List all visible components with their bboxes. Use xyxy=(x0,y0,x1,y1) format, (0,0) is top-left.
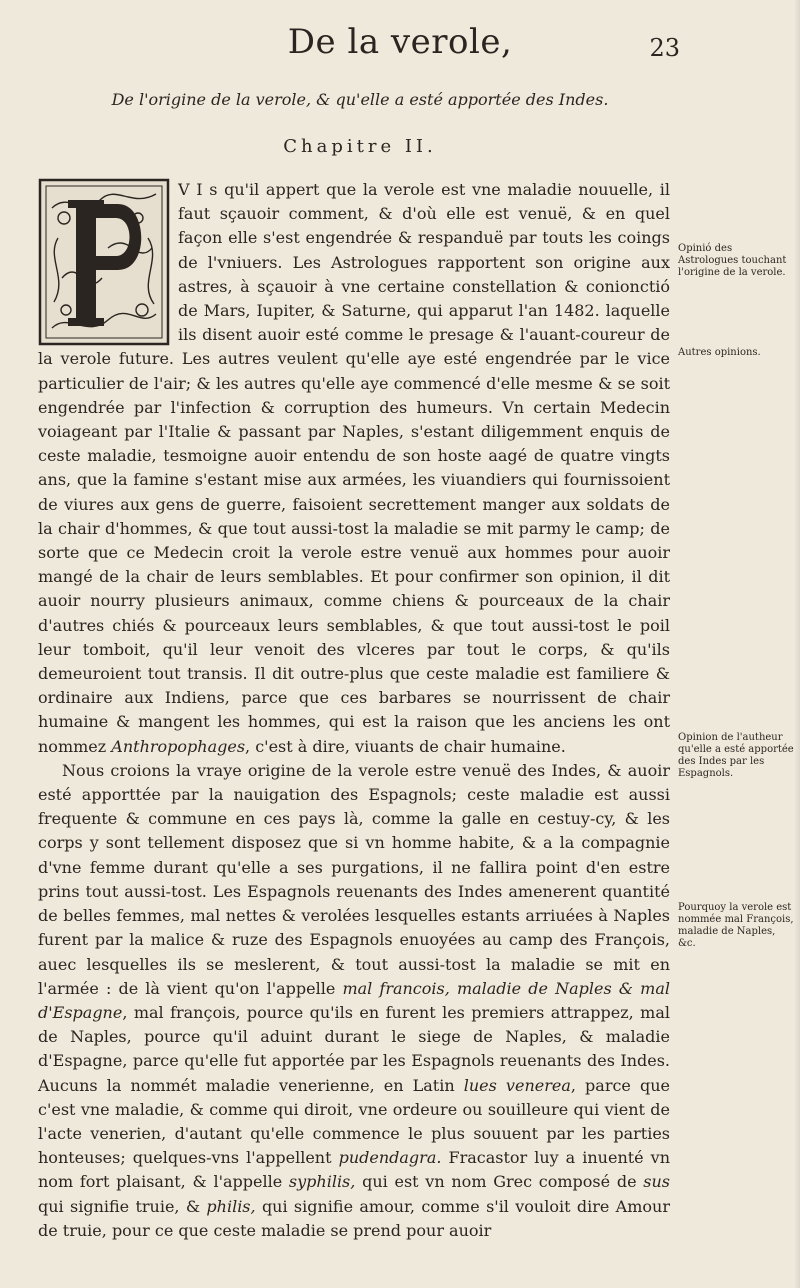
running-title: De la verole, xyxy=(287,22,513,62)
term-sus: sus xyxy=(643,1172,671,1192)
paragraph-2-part-f: qui signifie truie, & xyxy=(38,1196,201,1216)
term-pudendagra: pudendagra. xyxy=(338,1148,442,1168)
paragraph-2-part-b: , mal françois, pource qu'ils en furent les premiers attrappez, mal de Naples, pource qu'il aduint durant le siege de Naples, & maladie d'Espagne, parce qu'elle fut apportée par les Espagnols reuenants des Indes. Aucuns la nommét maladie venerienne, en Latin xyxy=(38,1002,670,1095)
page-edge-shadow xyxy=(794,0,800,1288)
paragraph-2-part-c: , parce que c'est vne maladie, & comme qui diroit, vne ordeure ou souilleure qui vient de l'acte venerien, d'autant qu'elle commence le plus souuent par les parties honteuses; quelques-vns l'appellent xyxy=(38,1075,671,1168)
paragraph-2-part-e: qui est vn nom Grec composé de xyxy=(362,1172,637,1192)
chapter-number: Chapitre II. xyxy=(283,136,437,157)
paragraph-2-part-d: Fracastor luy a inuenté vn nom fort plaisant, & l'appelle xyxy=(38,1148,671,1192)
margin-note-astrologers: Opinió des Astrologues touchant l'origine de la verole. xyxy=(678,243,787,278)
term-syphilis: syphilis, xyxy=(288,1172,356,1192)
term-anthropophages: Anthropophages xyxy=(111,736,246,756)
page-number: 23 xyxy=(649,34,680,62)
margin-note-author-opinion: Opinion de l'autheur qu'elle a esté apportée des Indes par les Espagnols. xyxy=(678,732,794,779)
paragraph-2-part-g: qui signifie amour, comme s'il vouloit dire Amour de truie, pour ce que ceste maladie se prend pour auoir xyxy=(38,1196,670,1240)
margin-note-other-opinions: Autres opinions. xyxy=(678,347,761,358)
ornamental-initial-p-icon xyxy=(38,178,170,346)
paragraph-1-text: V I s qu'il appert que la verole est vne maladie nouuelle, il faut sçauoir comment, & d'où elle est venuë, & en quel façon elle s'est engendrée & respanduë par touts les coings de l'vniuers. Les Astrologues rapportent son origine aux astres, à sçauoir à vne certaine constellation & conionctió de Mars, Iupiter, & Saturne, qui apparut l'an 1482. laquelle ils disent auoir esté comme le presage & l'auant-coureur de la verole future. Les autres veulent qu'elle aye esté engendrée par le vice particulier de l'air; & les autres qu'elle aye commencé d'elle mesme & se soit engendrée par l'infection & corruption des humeurs. Vn certain Medecin voiageant par l'Italie & passant par Naples, s'estant diligemment enquis de ceste maladie, tesmoigne auoir entendu de son hoste aagé de quatre vingts ans, que la famine s'estant mise aux armées, les viuandiers qui fournissoient de viures aux gens de guerre, faisoient secrettement manger aux soldats de la chair d'hommes, & que tout aussi-tost la maladie se mit parmy le camp; de sorte que ce Medecin croit la verole estre venuë aux hommes pour auoir mangé de la chair de leurs semblables. Et pour confirmer son opinion, il dit auoir nourry plusieurs animaux, comme chiens & pourceaux de la chair d'autres chiés & pourceaux leurs semblables, & que tout aussi-tost le poil leur tomboit, qu'il leur venoit des vlceres par tout le corps, & qu'ils demeuroient tout transis. Il dit outre-plus que ceste maladie est familiere & ordinaire aux Indiens, parce que ces barbares se nourrissent de chair humaine & mangent les hommes, qui est la raison que les anciens les ont nommez xyxy=(38,180,670,756)
term-mal-francois: mal francois, maladie de Naples & mal d'Espagne xyxy=(38,978,671,1022)
chapter-heading: De l'origine de la verole, & qu'elle a esté apportée des Indes. xyxy=(111,90,609,109)
term-lues-venerea: lues venerea xyxy=(463,1075,571,1095)
paragraph-1-end: , c'est à dire, viuants de chair humaine. xyxy=(245,736,566,756)
paragraph-2-part-a: Nous croions la vraye origine de la verole estre venuë des Indes, & auoir esté apporttée par la nauigation des Espagnols; ceste maladie est aussi frequente & commune en ces pays là, comme la galle en cestuy-cy, & les corps y sont tellement disposez que si vn homme habite, & a la compagnie d'vne femme durant qu'elle a ses purgations, il ne fallira point d'en estre prins tout aussi-tost. Les Espagnols reuenants des Indes amenerent quantité de belles femmes, mal nettes & verolées lesquelles estants arriuées à Naples furent par la malice & ruze des Espagnols enuoyées au camp des François, auec lesquelles ils se meslerent, & tout aussi-tost la maladie se mit en l'armée : de là vient qu'on l'appelle xyxy=(38,760,670,998)
body-text xyxy=(38,178,670,1243)
paragraph-2 xyxy=(38,759,670,1243)
term-philis: philis, xyxy=(206,1196,256,1216)
margin-note-why-named: Pourquoy la verole est nommée mal François, maladie de Naples, &c. xyxy=(678,902,794,949)
